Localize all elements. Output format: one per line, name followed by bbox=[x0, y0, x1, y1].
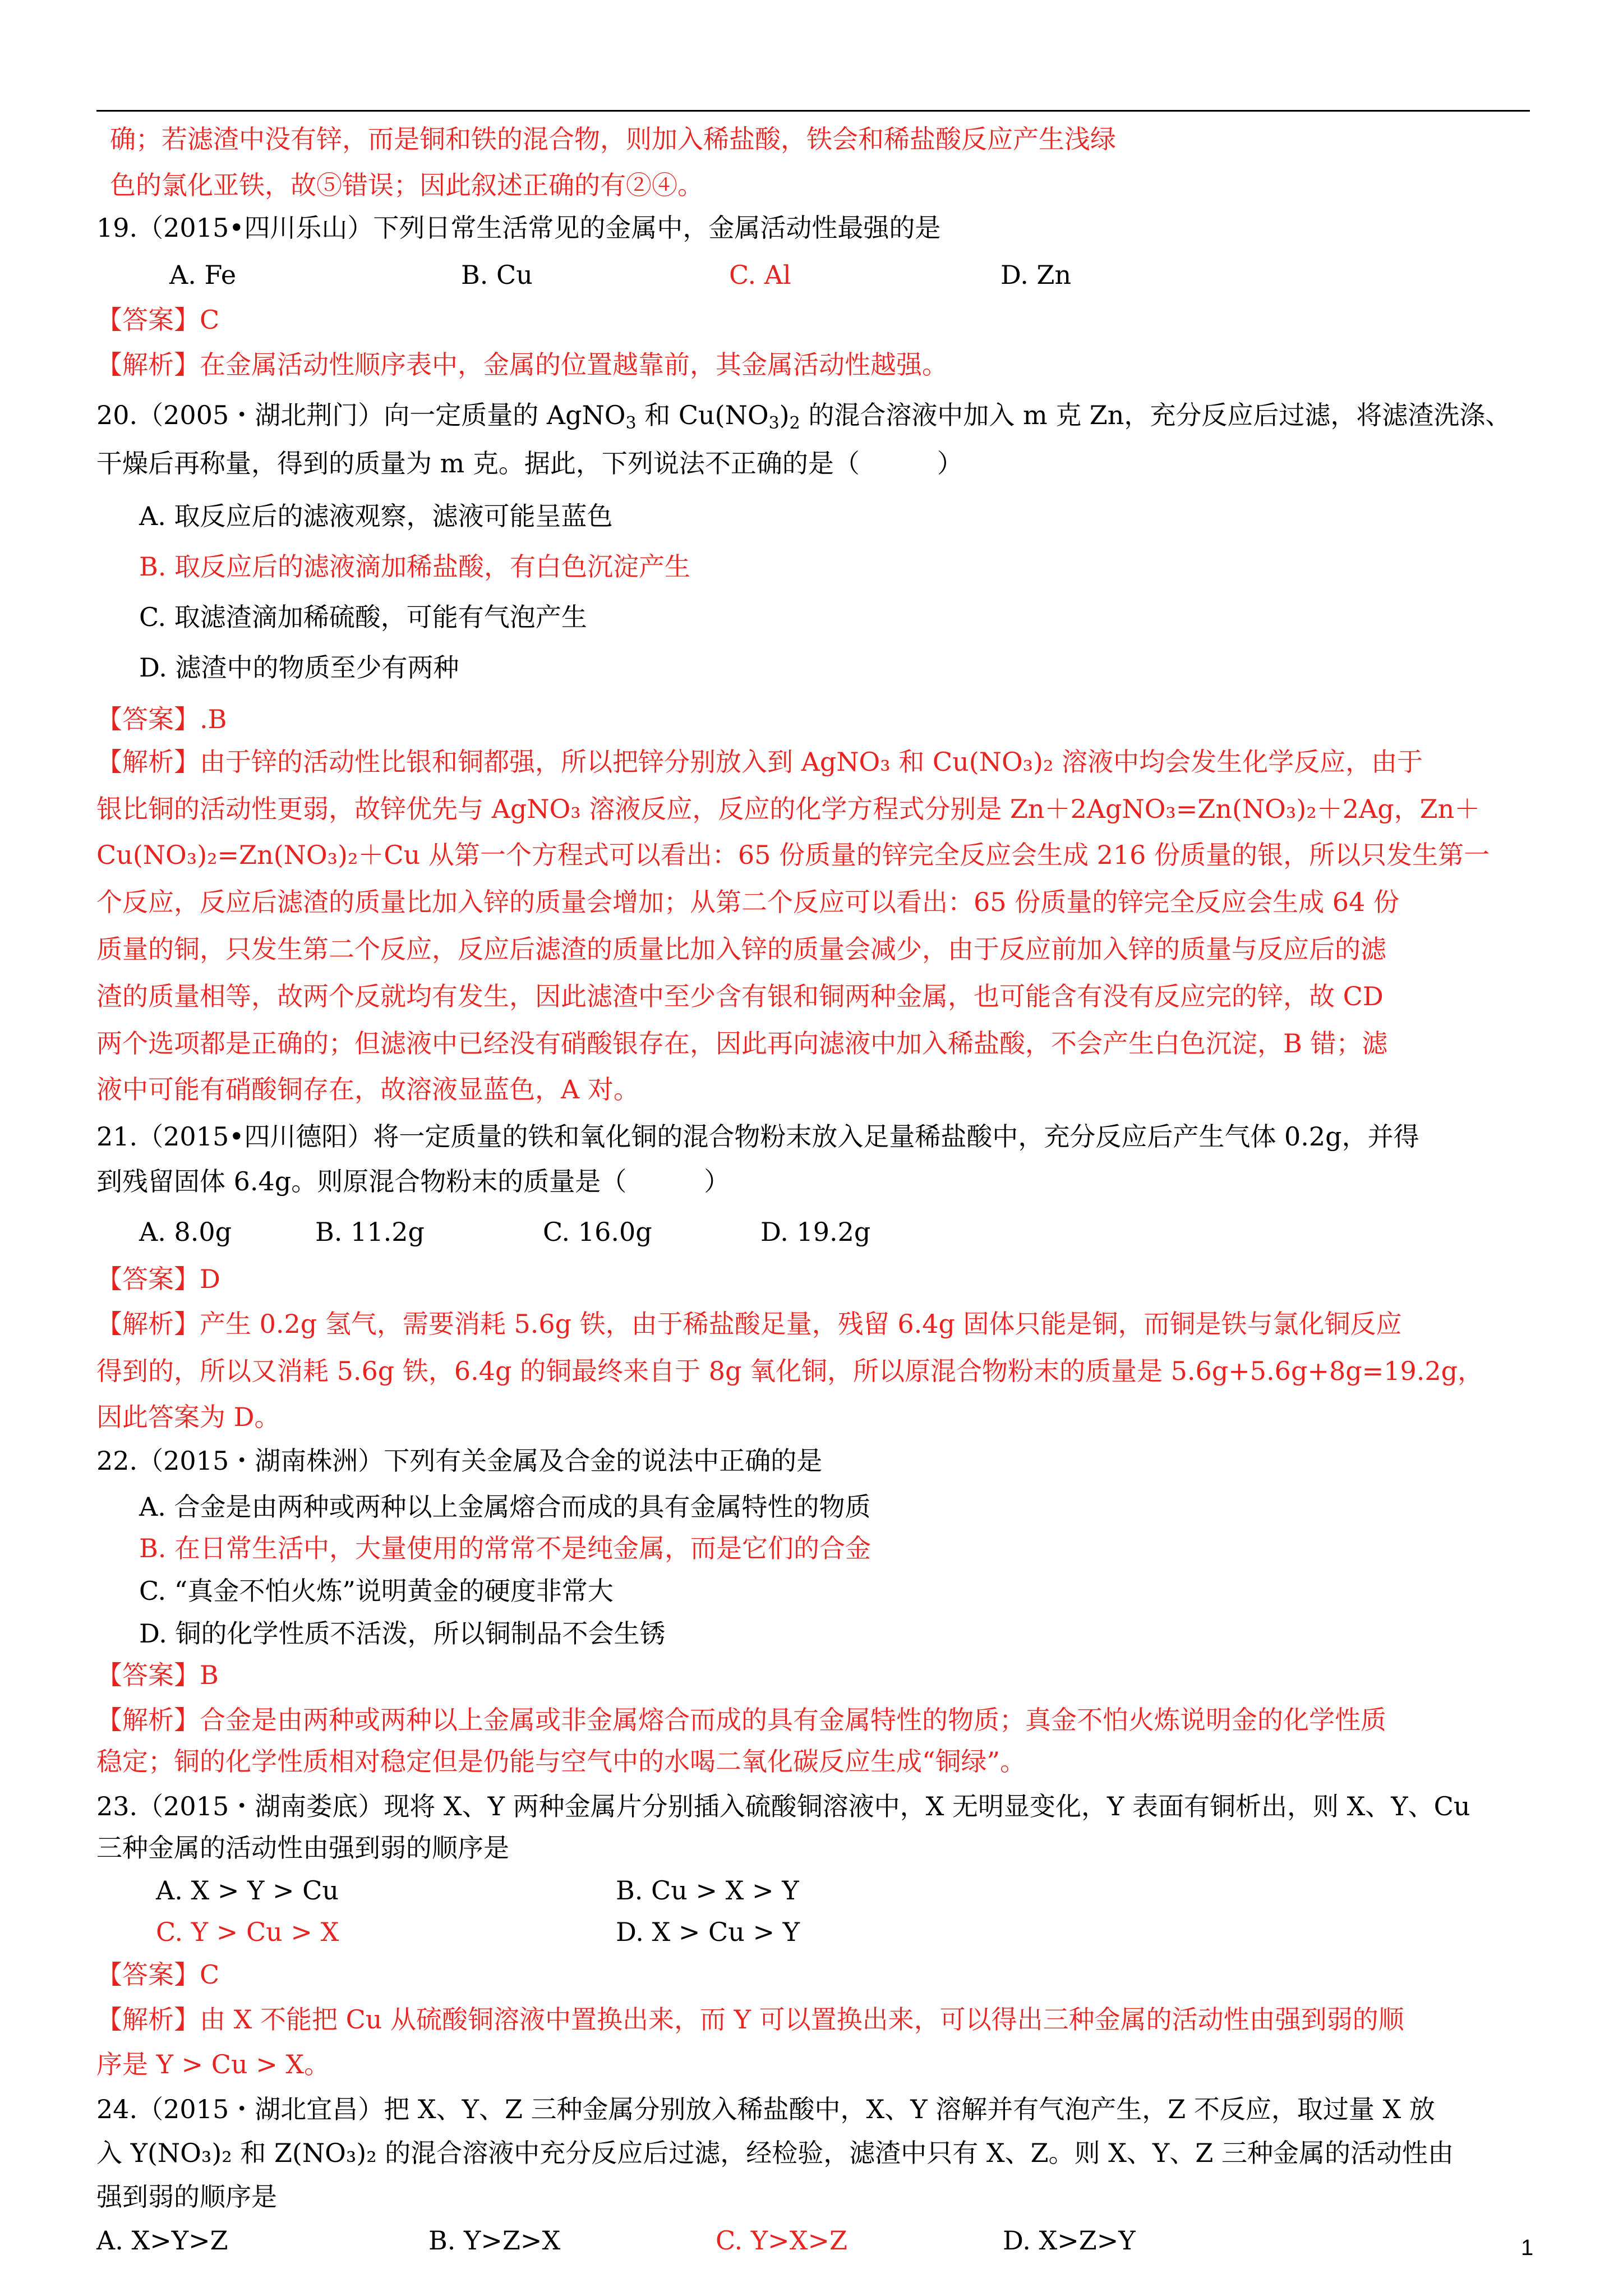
question-21-stem-cont: 到残留固体 6.4g。则原混合物粉末的质量是（ ） bbox=[96, 1166, 730, 1197]
q21-answer: 【答案】D bbox=[96, 1264, 220, 1294]
q20-option-a: A. 取反应后的滤液观察，滤液可能呈蓝色 bbox=[139, 501, 613, 531]
question-24-stem-cont: 入 Y(NO₃)₂ 和 Z(NO₃)₂ 的混合溶液中充分反应后过滤，经检验，滤渣中只有 X、Z。则 X、Y、Z 三种金属的活动性由 bbox=[96, 2138, 1454, 2168]
q21-option-d: D. 19.2g bbox=[760, 1217, 871, 1247]
q24-option-c: C. Y>X>Z bbox=[716, 2225, 847, 2256]
question-24-stem: 24.（2015・湖北宜昌）把 X、Y、Z 三种金属分别放入稀盐酸中，X、Y 溶解并有气泡产生，Z 不反应，取过量 X 放 bbox=[96, 2094, 1435, 2124]
q23-option-d: D. X > Cu > Y bbox=[616, 1917, 800, 1947]
q24-option-b: B. Y>Z>X bbox=[428, 2225, 561, 2256]
q20-analysis-line: Cu(NO₃)₂=Zn(NO₃)₂＋Cu 从第一个方程式可以看出：65 份质量的锌完全反应会生成 216 份质量的银，所以只发生第一 bbox=[96, 840, 1490, 870]
question-23-stem-cont: 三种金属的活动性由强到弱的顺序是 bbox=[96, 1833, 509, 1863]
q20-analysis-line: 液中可能有硝酸铜存在，故溶液显蓝色，A 对。 bbox=[96, 1074, 639, 1105]
q20-analysis-line: 个反应，反应后滤渣的质量比加入锌的质量会增加；从第二个反应可以看出：65 份质量的锌完全反应会生成 64 份 bbox=[96, 887, 1399, 917]
q20-option-d: D. 滤渣中的物质至少有两种 bbox=[139, 652, 459, 683]
question-23-stem: 23.（2015・湖南娄底）现将 X、Y 两种金属片分别插入硫酸铜溶液中，X 无明显变化，Y 表面有铜析出，则 X、Y、Cu bbox=[96, 1791, 1470, 1821]
q22-option-b: B. 在日常生活中，大量使用的常常不是纯金属，而是它们的合金 bbox=[139, 1533, 872, 1563]
q20-analysis-line: 两个选项都是正确的；但滤液中已经没有硝酸银存在，因此再向滤液中加入稀盐酸，不会产生白色沉淀，B 错；滤 bbox=[96, 1028, 1388, 1059]
q20-option-b: B. 取反应后的滤液滴加稀盐酸，有白色沉淀产生 bbox=[139, 551, 691, 582]
question-20-stem-cont: 干燥后再称量，得到的质量为 m 克。据此，下列说法不正确的是（ ） bbox=[96, 448, 963, 478]
q21-analysis-line: 【解析】产生 0.2g 氢气，需要消耗 5.6g 铁，由于稀盐酸足量，残留 6.4g 固体只能是铜，而铜是铁与氯化铜反应 bbox=[96, 1309, 1402, 1339]
question-22-stem: 22.（2015・湖南株洲）下列有关金属及合金的说法中正确的是 bbox=[96, 1446, 823, 1476]
prev-analysis-line: 色的氯化亚铁，故⑤错误；因此叙述正确的有②④。 bbox=[110, 170, 703, 200]
q22-option-a: A. 合金是由两种或两种以上金属熔合而成的具有金属特性的物质 bbox=[139, 1492, 871, 1522]
q19-option-b: B. Cu bbox=[461, 260, 533, 290]
q21-option-a: A. 8.0g bbox=[139, 1217, 232, 1247]
q19-option-d: D. Zn bbox=[1000, 260, 1072, 290]
question-19-stem: 19.（2015•四川乐山）下列日常生活常见的金属中，金属活动性最强的是 bbox=[96, 213, 941, 243]
q21-analysis-line: 得到的，所以又消耗 5.6g 铁，6.4g 的铜最终来自于 8g 氧化铜，所以原混合物粉末的质量是 5.6g+5.6g+8g=19.2g， bbox=[96, 1356, 1484, 1386]
question-21-stem: 21.（2015•四川德阳）将一定质量的铁和氧化铜的混合物粉末放入足量稀盐酸中，充分反应后产生气体 0.2g，并得 bbox=[96, 1121, 1419, 1152]
question-24-stem-cont: 强到弱的顺序是 bbox=[96, 2182, 277, 2212]
q23-analysis-line: 【解析】由 X 不能把 Cu 从硫酸铜溶液中置换出来，而 Y 可以置换出来，可以得出三种金属的活动性由强到弱的顺 bbox=[96, 2004, 1404, 2035]
q22-option-c: C. “真金不怕火炼”说明黄金的硬度非常大 bbox=[139, 1576, 614, 1606]
q23-option-b: B. Cu > X > Y bbox=[616, 1875, 799, 1906]
q21-analysis-line: 因此答案为 D。 bbox=[96, 1402, 280, 1432]
q20-analysis-line: 渣的质量相等，故两个反就均有发生，因此滤渣中至少含有银和铜两种金属，也可能含有没有反应完的锌，故 CD bbox=[96, 981, 1384, 1011]
q22-answer: 【答案】B bbox=[96, 1660, 219, 1690]
q22-analysis-line: 【解析】合金是由两种或两种以上金属或非金属熔合而成的具有金属特性的物质；真金不怕火炼说明金的化学性质 bbox=[96, 1705, 1386, 1735]
q19-answer: 【答案】C bbox=[96, 305, 220, 335]
q21-option-b: B. 11.2g bbox=[315, 1217, 425, 1247]
question-20-stem: 20.（2005・湖北荆门）向一定质量的 AgNO$_3$ 和 $Cu(NO_3)_2$ 的混合溶液中加入 m 克 Zn，充分反应后过滤，将滤渣洗涤、 bbox=[96, 400, 1511, 433]
q19-option-a: A. Fe bbox=[169, 260, 237, 290]
page-number: 1 bbox=[1521, 2235, 1534, 2260]
q20-option-c: C. 取滤渣滴加稀硫酸，可能有气泡产生 bbox=[139, 602, 587, 632]
q20-analysis-line: 质量的铜，只发生第二个反应，反应后滤渣的质量比加入锌的质量会减少，由于反应前加入锌的质量与反应后的滤 bbox=[96, 934, 1386, 964]
q20-analysis-line: 【解析】由于锌的活动性比银和铜都强，所以把锌分别放入到 AgNO₃ 和 Cu(NO₃)₂ 溶液中均会发生化学反应，由于 bbox=[96, 747, 1423, 777]
prev-analysis-line: 确；若滤渣中没有锌，而是铜和铁的混合物，则加入稀盐酸，铁会和稀盐酸反应产生浅绿 bbox=[110, 124, 1116, 154]
q21-option-c: C. 16.0g bbox=[543, 1217, 652, 1247]
q19-analysis: 【解析】在金属活动性顺序表中，金属的位置越靠前，其金属活动性越强。 bbox=[96, 349, 948, 380]
q20-answer: 【答案】.B bbox=[96, 704, 227, 734]
q24-option-d: D. X>Z>Y bbox=[1003, 2225, 1136, 2256]
q19-option-c: C. Al bbox=[729, 260, 791, 290]
q22-analysis-line: 稳定；铜的化学性质相对稳定但是仍能与空气中的水喝二氧化碳反应生成“铜绿”。 bbox=[96, 1746, 1026, 1777]
q23-answer: 【答案】C bbox=[96, 1959, 220, 1990]
q24-option-a: A. X>Y>Z bbox=[96, 2225, 228, 2256]
header-rule bbox=[96, 110, 1530, 112]
q23-option-c: C. Y > Cu > X bbox=[156, 1917, 339, 1947]
q20-analysis-line: 银比铜的活动性更弱，故锌优先与 AgNO₃ 溶液反应，反应的化学方程式分别是 Zn＋2AgNO₃=Zn(NO₃)₂＋2Ag，Zn＋ bbox=[96, 794, 1481, 824]
q23-option-a: A. X > Y > Cu bbox=[156, 1875, 339, 1906]
q23-analysis-line: 序是 Y > Cu > X。 bbox=[96, 2049, 330, 2079]
q22-option-d: D. 铜的化学性质不活泼，所以铜制品不会生锈 bbox=[139, 1618, 666, 1649]
